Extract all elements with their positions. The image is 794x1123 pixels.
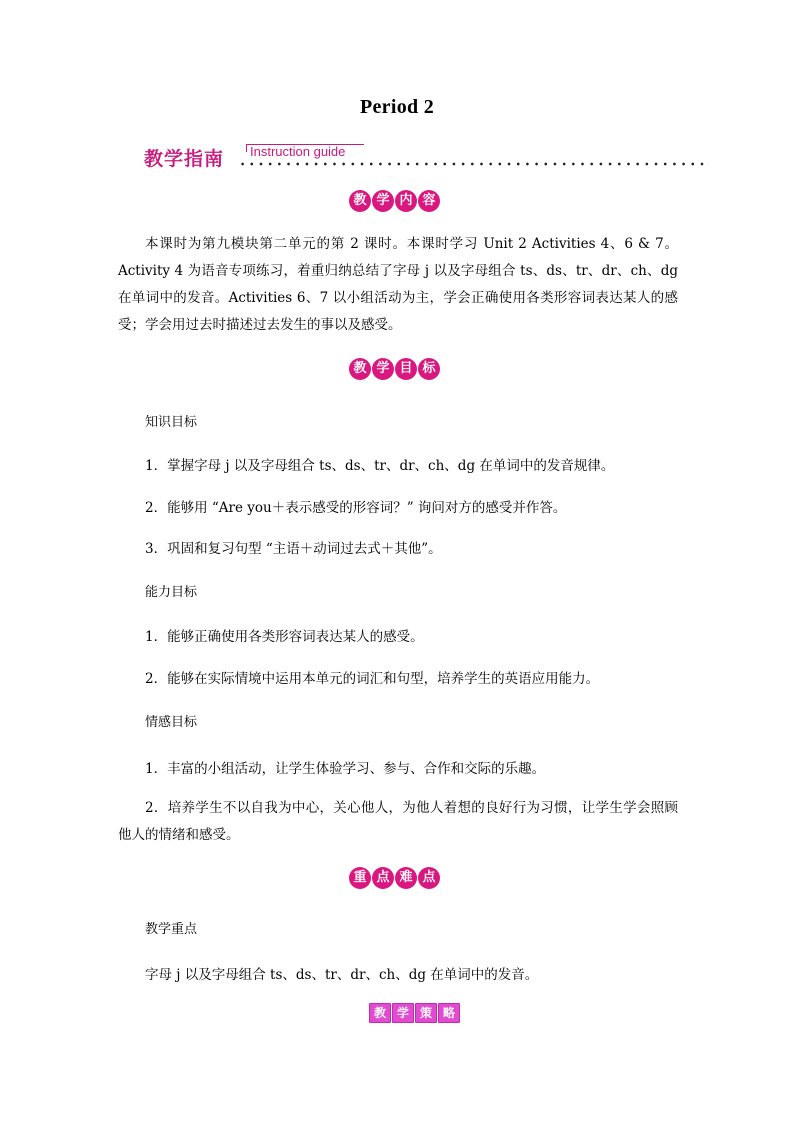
- badge-char: 重: [349, 867, 371, 889]
- emotion-goal-item: 2．培养学生不以自我为中心，关心他人，为他人着想的良好行为习惯，让学生学会照顾他人的情绪和感受。: [118, 800, 678, 843]
- knowledge-goal-item: 1．掌握字母 j 以及字母组合 ts、ds、tr、dr、ch、dg 在单词中的发音规律。: [145, 458, 615, 474]
- ability-goal-item: 1．能够正确使用各类形容词表达某人的感受。: [145, 629, 424, 645]
- section-badge-key: [349, 867, 440, 889]
- badge-char: 学: [372, 358, 394, 380]
- badge-char: 教: [349, 358, 371, 380]
- section-badge-content: [349, 190, 440, 212]
- badge-char: 容: [418, 190, 440, 212]
- emotion-goal-item: 1．丰富的小组活动，让学生体验学习、参与、合作和交际的乐趣。: [145, 761, 546, 777]
- instruction-guide-header: [144, 144, 710, 174]
- emotion-goals-heading: 情感目标: [145, 715, 198, 730]
- section-badge-goals: [349, 358, 440, 380]
- section-badge-strategy: [369, 1003, 460, 1023]
- knowledge-goal-item: 2．能够用 “Are you＋表示感受的形容词？” 询问对方的感受并作答。: [145, 500, 567, 516]
- badge-char: 标: [418, 358, 440, 380]
- guide-title-cn: 教学指南: [144, 148, 225, 170]
- badge-char: 学: [392, 1003, 414, 1023]
- guide-title-en: Instruction guide: [250, 144, 346, 159]
- badge-char: 教: [369, 1003, 391, 1023]
- knowledge-goals-heading: 知识目标: [145, 415, 198, 430]
- badge-char: 策: [415, 1003, 437, 1023]
- badge-char: 目: [395, 358, 417, 380]
- badge-char: 内: [395, 190, 417, 212]
- key-point-heading: 教学重点: [145, 922, 198, 937]
- badge-char: 点: [418, 867, 440, 889]
- ability-goal-item: 2．能够在实际情境中运用本单元的词汇和句型，培养学生的英语应用能力。: [145, 671, 600, 687]
- badge-char: 教: [349, 190, 371, 212]
- page-title: Period 2: [359, 96, 435, 118]
- badge-char: 学: [372, 190, 394, 212]
- content-paragraph: 本课时为第九模块第二单元的第 2 课时。本课时学习 Unit 2 Activities 4、6 & 7。Activity 4 为语音专项练习，着重归纳总结了字母 j 以及字母组合 ts、ds、tr、dr、ch、dg 在单词中的发音。Activities 6、7 以小组活动为主，学会正确使用各类形容词表达某人的感受；学会用过去时描述过去发生的事以及感受。: [118, 236, 678, 333]
- knowledge-goal-item: 3．巩固和复习句型 “主语＋动词过去式＋其他”。: [145, 541, 442, 557]
- badge-char: 难: [395, 867, 417, 889]
- dotted-rule: [238, 160, 710, 168]
- badge-char: 点: [372, 867, 394, 889]
- key-point-text: 字母 j 以及字母组合 ts、ds、tr、dr、ch、dg 在单词中的发音。: [145, 967, 539, 983]
- ability-goals-heading: 能力目标: [145, 585, 198, 600]
- badge-char: 略: [438, 1003, 460, 1023]
